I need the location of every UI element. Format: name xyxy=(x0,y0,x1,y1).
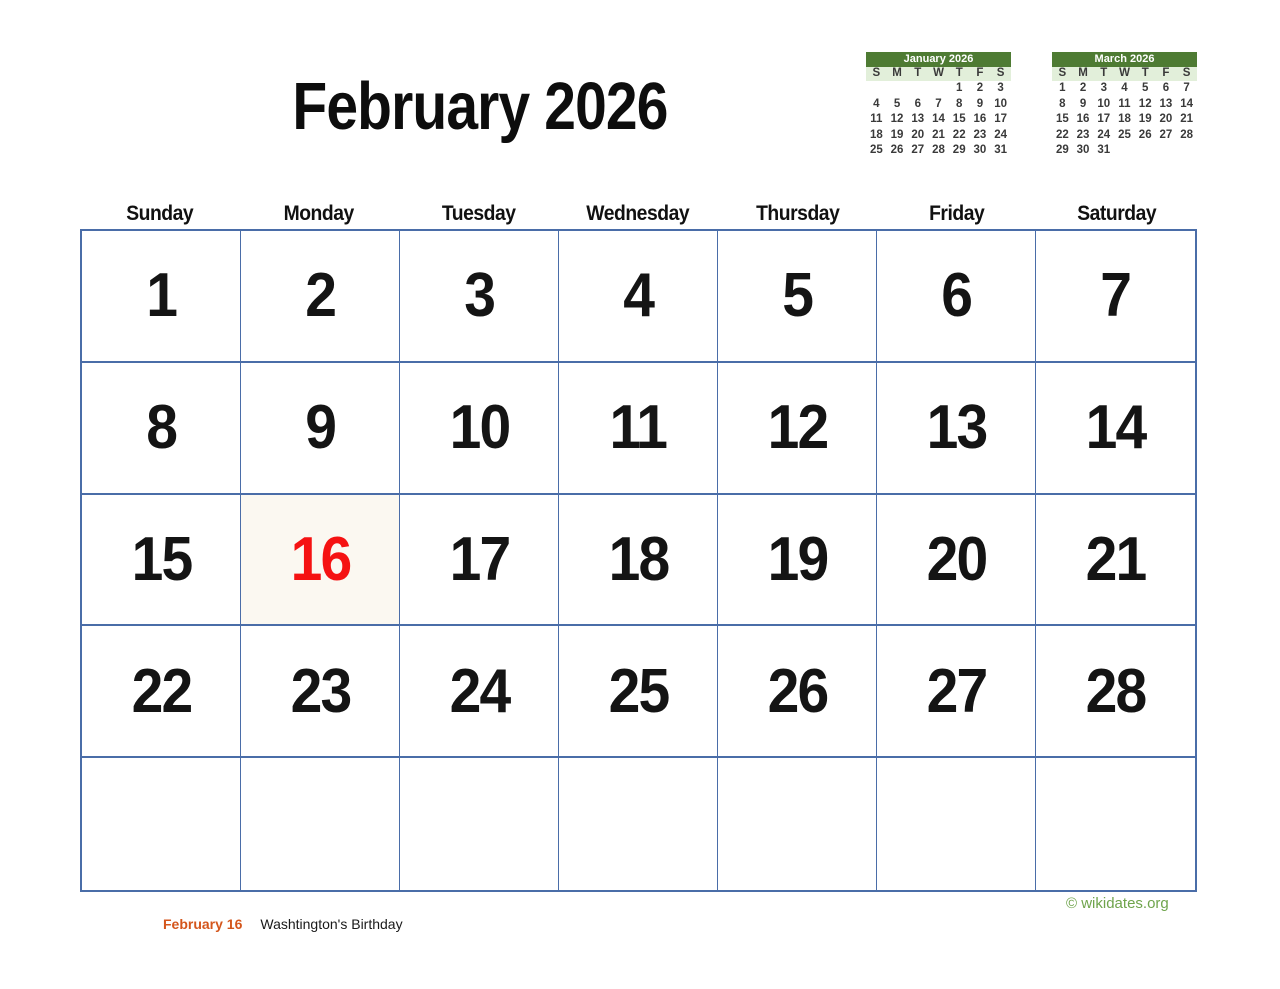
day-number: 8 xyxy=(146,393,176,463)
day-cell-empty xyxy=(82,758,241,890)
mini-day-27: 27 xyxy=(911,144,925,156)
day-number: 26 xyxy=(767,656,827,726)
day-number: 16 xyxy=(290,524,350,594)
day-number: 7 xyxy=(1100,261,1131,331)
mini-weekday-label: F xyxy=(976,67,984,80)
day-cell-empty xyxy=(559,758,718,890)
day-number: 3 xyxy=(464,261,494,331)
day-cell-26 xyxy=(718,626,877,758)
mini-day-23: 23 xyxy=(1076,128,1090,141)
day-cell-empty xyxy=(718,758,877,890)
day-cell-19 xyxy=(718,495,877,627)
mini-day-12: 12 xyxy=(1138,97,1152,110)
day-cell-13 xyxy=(877,363,1036,495)
mini-day-24: 24 xyxy=(994,128,1008,141)
mini-day-28: 28 xyxy=(1180,128,1194,141)
day-cell-21 xyxy=(1036,495,1195,627)
mini-day-4: 4 xyxy=(873,97,880,110)
day-cell-11 xyxy=(559,363,718,495)
mini-day-2: 2 xyxy=(976,82,984,94)
mini-weekday-label: W xyxy=(1119,67,1130,80)
day-number: 5 xyxy=(782,261,812,331)
day-cell-empty xyxy=(877,758,1036,890)
mini-day-10: 10 xyxy=(994,97,1008,110)
mini-day-2: 2 xyxy=(1079,82,1087,94)
day-cell-12 xyxy=(718,363,877,495)
mini-weekday-label: S xyxy=(996,67,1005,80)
mini-day-22: 22 xyxy=(1055,128,1069,141)
mini-weekday-label: T xyxy=(1100,67,1108,80)
day-number: 18 xyxy=(608,524,668,594)
day-number: 9 xyxy=(305,393,335,463)
mini-day-24: 24 xyxy=(1097,128,1111,141)
mini-day-11: 11 xyxy=(870,113,883,125)
mini-day-17: 17 xyxy=(994,113,1008,125)
mini-weekday-label: M xyxy=(1078,67,1088,80)
mini-day-23: 23 xyxy=(973,128,987,141)
mini-day-5: 5 xyxy=(1142,82,1149,94)
mini-day-13: 13 xyxy=(1159,97,1173,110)
mini-weekday-label: T xyxy=(955,67,963,80)
weekday-header-wednesday: Wednesday xyxy=(586,202,690,225)
mini-day-7: 7 xyxy=(935,97,942,110)
mini-calendar-march-title: March 2026 xyxy=(1052,52,1197,67)
day-cell-17 xyxy=(400,495,559,627)
day-number: 24 xyxy=(449,656,509,726)
day-number: 12 xyxy=(767,393,827,463)
day-cell-empty xyxy=(400,758,559,890)
mini-day-21: 21 xyxy=(1180,113,1194,125)
mini-day-3: 3 xyxy=(997,82,1004,94)
day-cell-20 xyxy=(877,495,1036,627)
mini-day-15: 15 xyxy=(952,113,966,125)
mini-calendar-january xyxy=(866,52,1011,159)
mini-day-21: 21 xyxy=(932,128,945,141)
day-cell-28 xyxy=(1036,626,1195,758)
day-cell-10 xyxy=(400,363,559,495)
day-cell-6 xyxy=(877,231,1036,363)
day-number: 25 xyxy=(608,656,668,726)
mini-weekday-label: T xyxy=(1141,67,1149,80)
day-cell-14 xyxy=(1036,363,1195,495)
weekday-header-monday: Monday xyxy=(284,202,355,225)
day-cell-empty xyxy=(241,758,400,890)
day-cell-3 xyxy=(400,231,559,363)
mini-weekday-label: S xyxy=(1182,67,1191,80)
day-cell-empty xyxy=(1036,758,1195,890)
day-cell-22 xyxy=(82,626,241,758)
day-number: 10 xyxy=(449,393,509,463)
mini-day-6: 6 xyxy=(914,97,921,110)
mini-day-30: 30 xyxy=(973,144,987,156)
mini-day-3: 3 xyxy=(1100,82,1107,94)
mini-day-30: 30 xyxy=(1076,144,1090,156)
mini-day-26: 26 xyxy=(890,144,904,156)
mini-day-16: 16 xyxy=(973,113,987,125)
day-number: 27 xyxy=(926,656,986,726)
day-number: 1 xyxy=(146,261,176,331)
holiday-legend xyxy=(163,916,403,933)
day-cell-15 xyxy=(82,495,241,627)
day-cell-5 xyxy=(718,231,877,363)
day-cell-18 xyxy=(559,495,718,627)
mini-day-31: 31 xyxy=(1097,144,1111,156)
copyright-text: © wikidates.org xyxy=(1066,895,1169,912)
day-number: 23 xyxy=(290,656,350,726)
day-cell-2 xyxy=(241,231,400,363)
mini-day-16: 16 xyxy=(1076,113,1090,125)
weekday-header-friday: Friday xyxy=(929,202,985,225)
weekday-header-tuesday: Tuesday xyxy=(441,202,516,225)
mini-day-13: 13 xyxy=(911,113,925,125)
mini-day-25: 25 xyxy=(1118,128,1131,141)
day-number: 13 xyxy=(926,393,986,463)
mini-day-20: 20 xyxy=(1159,113,1173,125)
weekday-header-row xyxy=(80,201,1196,227)
mini-day-12: 12 xyxy=(890,113,904,125)
mini-day-29: 29 xyxy=(952,144,966,156)
day-number: 15 xyxy=(131,524,191,594)
mini-calendar-january-days xyxy=(866,81,1011,159)
day-number: 17 xyxy=(449,524,509,594)
holiday-date: February 16 xyxy=(163,916,243,932)
mini-day-1: 1 xyxy=(956,82,963,94)
day-number: 22 xyxy=(131,656,191,726)
mini-weekday-label: M xyxy=(892,67,902,80)
day-number: 20 xyxy=(926,524,986,594)
mini-weekday-label: S xyxy=(1058,67,1067,80)
day-number: 21 xyxy=(1085,524,1146,594)
day-cell-9 xyxy=(241,363,400,495)
day-cell-16 xyxy=(241,495,400,627)
mini-day-8: 8 xyxy=(1059,97,1066,110)
mini-day-15: 15 xyxy=(1055,113,1069,125)
mini-day-1: 1 xyxy=(1059,82,1066,94)
mini-day-4: 4 xyxy=(1121,82,1128,94)
mini-calendar-march xyxy=(1052,52,1197,159)
day-cell-4 xyxy=(559,231,718,363)
day-number: 19 xyxy=(767,524,827,594)
mini-day-9: 9 xyxy=(1079,97,1087,110)
mini-day-18: 18 xyxy=(869,128,883,141)
day-number: 2 xyxy=(305,261,335,331)
mini-day-25: 25 xyxy=(869,144,883,156)
day-number: 4 xyxy=(623,261,653,331)
page-title: February 2026 xyxy=(292,69,668,144)
calendar-grid xyxy=(80,229,1197,892)
mini-calendar-march-weekday-row xyxy=(1052,67,1197,81)
day-number: 6 xyxy=(941,261,971,331)
mini-day-7: 7 xyxy=(1183,82,1190,94)
mini-day-19: 19 xyxy=(1138,113,1152,125)
mini-day-14: 14 xyxy=(1180,97,1194,110)
weekday-header-saturday: Saturday xyxy=(1076,202,1156,225)
mini-calendar-march-days xyxy=(1052,81,1197,159)
mini-day-26: 26 xyxy=(1138,128,1152,141)
mini-day-14: 14 xyxy=(932,113,945,125)
day-number: 28 xyxy=(1085,656,1146,726)
day-number: 14 xyxy=(1085,393,1146,463)
mini-calendar-january-weekday-row xyxy=(866,67,1011,81)
mini-day-8: 8 xyxy=(956,97,963,110)
mini-weekday-label: S xyxy=(872,67,881,80)
mini-day-19: 19 xyxy=(890,128,904,141)
day-cell-25 xyxy=(559,626,718,758)
day-number: 11 xyxy=(609,393,667,463)
mini-day-27: 27 xyxy=(1159,128,1173,141)
mini-day-22: 22 xyxy=(952,128,966,141)
mini-day-28: 28 xyxy=(932,144,945,156)
day-cell-8 xyxy=(82,363,241,495)
mini-day-29: 29 xyxy=(1055,144,1069,156)
mini-weekday-label: T xyxy=(914,67,922,80)
weekday-header-sunday: Sunday xyxy=(126,202,194,225)
day-cell-1 xyxy=(82,231,241,363)
day-cell-7 xyxy=(1036,231,1195,363)
holiday-name: Washtington's Birthday xyxy=(260,916,403,932)
mini-day-5: 5 xyxy=(893,97,901,110)
mini-day-20: 20 xyxy=(911,128,925,141)
weekday-header-thursday: Thursday xyxy=(755,202,840,225)
mini-day-18: 18 xyxy=(1118,113,1131,125)
mini-day-11: 11 xyxy=(1118,97,1131,110)
day-cell-27 xyxy=(877,626,1036,758)
mini-day-9: 9 xyxy=(976,97,984,110)
day-cell-23 xyxy=(241,626,400,758)
mini-day-6: 6 xyxy=(1162,82,1170,94)
day-cell-24 xyxy=(400,626,559,758)
mini-day-10: 10 xyxy=(1097,97,1111,110)
mini-day-17: 17 xyxy=(1097,113,1111,125)
mini-weekday-label: W xyxy=(933,67,944,80)
mini-calendar-january-title: January 2026 xyxy=(866,52,1011,67)
mini-weekday-label: F xyxy=(1162,67,1170,80)
mini-day-31: 31 xyxy=(994,144,1008,156)
